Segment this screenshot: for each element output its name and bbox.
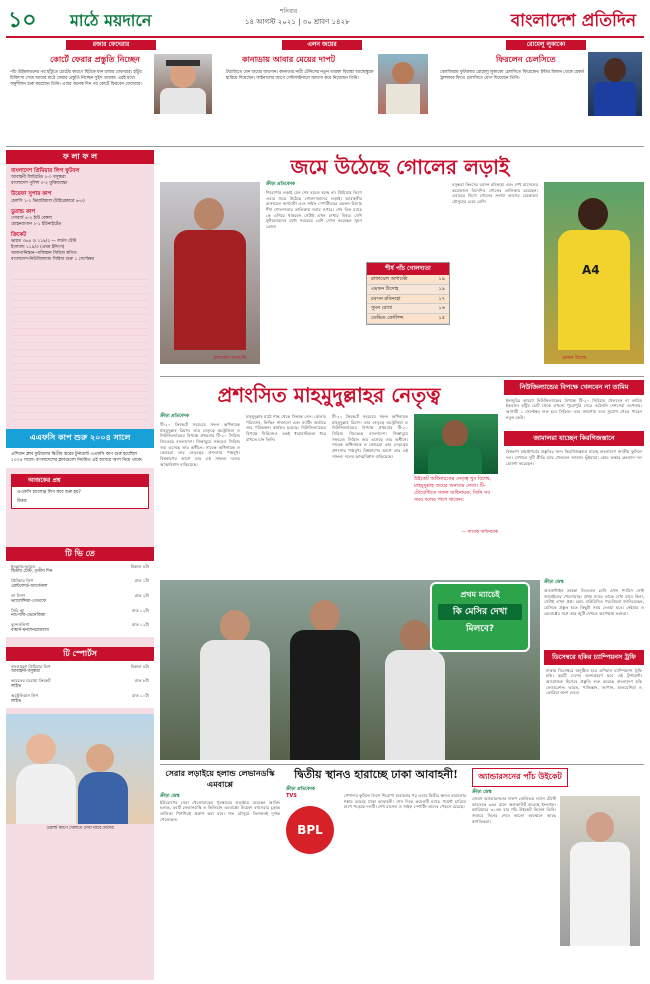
story-head-jamal: জামালরা যাচ্ছেন কিরগিজস্তানে <box>504 431 644 446</box>
lukaku-photo <box>588 52 642 116</box>
banner-line-1: প্রথম ম্যাচেই <box>460 590 500 599</box>
tv-row: বুন্দেসলিগা রাত ১২টা <box>11 622 149 628</box>
augusto-photo <box>160 182 260 364</box>
fixture-header: ফ লা ফ ল <box>6 150 154 164</box>
top-story-lukaku <box>436 40 644 145</box>
player-photo <box>378 54 428 114</box>
caption-right: এমফন উদোহ <box>561 356 587 361</box>
story-headline: ফিরলেন চেলসিতে <box>496 54 556 64</box>
goal-body-2: বসুন্ধরা কিংসের রবসন রবিনহো এবং শেখ রাসেলের কয়েকজন বিদেশিও গোলের তালিকায় রয়েছেন। এবারের লিগে গোলের সংখ্যা আগের যেকোনো মৌসুমের চেয়ে বেশি। <box>452 182 538 205</box>
federer-photo <box>154 54 212 114</box>
group-title: বাংলাদেশ প্রিমিয়ার লিগ ফুটবল <box>11 168 80 174</box>
scorer-row <box>367 295 449 305</box>
mahmudullah-body-col1: টি-২০ ক্রিকেটে সবচেয়ে সফল অধিনায়ক মাহমুদুল্লাহ রিয়াদ। তার নেতৃত্বে অস্ট্রেলিয়া ও নিউজিল্যান্ডের বিপক্ষে প্রথমবার টি-২০ সিরিজ জিতেছে বাংলাদেশ। জিম্বাবুয়ে সফরেও সিরিজ জয় এসেছে তার অধীনে। সাবেক অধিনায়ক ও কোচেরা তার নেতৃত্বের প্রশংসায় পঞ্চমুখ। বিশ্বকাপের আগে তার এই সাফল্য দলের আত্মবিশ্বাস বাড়িয়েছে। <box>160 422 240 467</box>
mahmudullah-quote: উইকেট অধিনায়কের নেতৃত্ব খুব বিশেষ, মাহমুদুল্লাহ জয়ের অন্যতম নেতা। টি-টোয়েন্টিতে সফল অধিনায়ক, তিনি সব সময় দলের পাশে থাকেন। <box>414 476 492 503</box>
abahani-headline: দ্বিতীয় স্থানও হারাচ্ছে ঢাকা আবাহনী! <box>294 768 458 781</box>
bottom-story-awards <box>160 768 280 980</box>
tennis-caption: ওয়ার্ল্ড কাপে খেলতে দেখা যাবে তাদের <box>46 825 114 831</box>
result-line: আফগানিস্তান-পাকিস্তান সিরিজ স্থগিত <box>11 251 77 257</box>
divider <box>6 146 644 147</box>
page-number: ১০ <box>8 8 37 33</box>
banner-line-2: কি মেসির দেখা <box>438 604 522 620</box>
sidebar <box>6 150 154 980</box>
story-body: বেলজিয়াম ফুটবলার রোমেলু লুকাকো চেলসিতে ফিরেছেন। ইন্টার মিলান থেকে রেকর্ড ট্রান্সফার ফিতে চেলসিতে যোগ দিয়েছেন তিনি। <box>440 70 585 81</box>
quiz-box <box>11 474 149 509</box>
top-story-canada <box>222 40 430 145</box>
tv-schedule <box>6 561 154 637</box>
goal-headline: জমে উঠেছে গোলের লড়াই <box>290 155 510 179</box>
table-title: শীর্ষ পাঁচ গোলদাতা <box>367 263 449 275</box>
group-title: ডুরান্ড কাপ <box>11 208 36 215</box>
udoh-photo: A4 <box>544 182 644 364</box>
scorer-name: ডেভিড কোলিন্স <box>371 315 404 322</box>
result-line: চেলসি ১-১ ভিয়ারিয়াল (টাইব্রেকারে ৬-৫) <box>11 198 85 204</box>
scorer-row <box>367 285 449 295</box>
tv-row: সিরি আ রাত ১২টা <box>11 607 149 613</box>
cup-header: এএফসি কাপ শুরু ২০০৪ সালে <box>6 429 154 448</box>
group-title: উয়েফা সুপার কাপ <box>11 191 52 198</box>
goal-body: শিরোপার লড়াই যেন শেষ হয়েও হচ্ছে না। প্রিমিয়ার লিগে এবার জমে উঠেছে গোলদাতাদের লড়াই। আবাহনীর রাফায়েল অগাস্টো এবং সাইফ স্পোর্টিংয়ের এমফন উদোহ শীর্ষ গোলদাতার তালিকায় সবার ওপরে। শেষ তিন ম্যাচে কে এগিয়ে থাকবেন সেটাই এখন দেখার বিষয়। দেশি ফুটবলারদের মধ্যে সবচেয়ে বেশি গোল করেছেন সুমন রেজা। <box>266 190 362 230</box>
abahani-byline: ক্রীড়া প্রতিবেদক <box>286 786 315 792</box>
result-line: মোহনবাগান ২-১ ইউনাইটেড <box>11 222 62 228</box>
bottom-story-abahani <box>286 768 466 980</box>
sports-schedule <box>6 661 154 708</box>
tv-row: প্রিমিয়ার লিগ রাত ১টা <box>11 578 149 584</box>
divider <box>160 764 644 765</box>
results-block <box>6 164 154 267</box>
result-line: আবাহনী লিমিটেড ২-০ বসুন্ধরা <box>11 175 66 181</box>
story-tag: এলন জয়ের <box>282 40 362 50</box>
brand-logo: বাংলাদেশ প্রতিদিন <box>510 11 636 31</box>
story-body-tamim: ইনজুরির কারণে নিউজিল্যান্ডের বিপক্ষে টি-২০ সিরিজে খেলবেন না তামিম ইকবাল। হাঁটুর চোট থেকে এখনো পুরোপুরি সেরে ওঠেননি দেশসেরা ওপেনার। আগামী ১ সেপ্টেম্বর শুরু হবে সিরিজ। তার জায়গায় দলে সুযোগ পেতে পারেন নতুন কেউ। <box>506 397 642 420</box>
anderson-body: জেমস অ্যান্ডারসনের দারুণ বোলিংয়ে লর্ডস টেস্টে ভারতকে ৩৬৪ রানে অলআউট করেছে ইংল্যান্ড। ক্যারিয়ারে ৩১তম বার পাঁচ উইকেট নিলেন তিনি। জবাবে দিনের শেষে ভালো অবস্থানে আছে স্বাগতিকরা। <box>472 795 556 824</box>
sports-row: বাংলাদেশ প্রিমিয়ার লিগ বিকাল ৪টা <box>11 663 149 669</box>
mahmudullah-byline: ক্রীড়া প্রতিবেদক <box>160 414 189 419</box>
awards-headline: সেরার লড়াইয়ে হলান্ড লেভানডস্কি এমবাপ্পে <box>165 768 275 789</box>
divider <box>160 376 644 377</box>
quiz-answer: উত্তর: <box>17 498 28 504</box>
scorer-row <box>367 314 449 324</box>
result-line: ভারত ৩৬৪ ও ১১৯/২ — লর্ডস টেস্ট <box>11 239 77 245</box>
sports-row: ভারতের ঘরোয়া ক্রিকেট রাত ৮টা <box>11 678 149 684</box>
page-name: মাঠে ময়দানে <box>70 11 152 30</box>
tv-row-detail: ব্রেন্টফোর্ড-আর্সেনাল <box>11 584 48 590</box>
mahmudullah-body-col2: মাহমুদুল্লাহ মাঠে শান্ত থেকে সিদ্ধান্ত নেন। বোলার পরিবর্তন, ফিল্ডিং সাজানো এবং ব্যাটিং অর্ডারে তার পরিকল্পনা কার্যকর হয়েছে। নিউজিল্যান্ডের বিপক্ষে সিরিজেও একই ধারাবাহিকতা ধরে রাখতে চান তিনি। <box>246 414 326 442</box>
anderson-headline: অ্যান্ডারসনের পাঁচ উইকেট <box>472 768 568 787</box>
quiz-header: আজকের প্রশ্ন <box>12 475 148 487</box>
group-title: ক্রিকেট <box>11 231 27 238</box>
caption-left: রাফায়েল অগাস্টো <box>213 356 247 361</box>
awards-body: ইউরোপের সেরা খেলোয়াড়ের পুরস্কারের লড়াইয়ে রয়েছেন আর্লিং হলান্ড, রবার্ট লেভানডস্কি ও কিলিয়ান এমবাপ্পে। উয়েফা বর্ষসেরার চূড়ান্ত তালিকা শিগগিরই প্রকাশ করা হবে। গত মৌসুমে তিনজনই দুর্দান্ত খেলেছেন। <box>160 799 280 822</box>
right-column <box>504 380 644 576</box>
day-name: শনিবার <box>280 8 298 15</box>
tv-row: ইংল্যান্ড-ভারত বিকাল ৪টা <box>11 563 149 569</box>
messi-banner <box>430 582 530 652</box>
hockey-story <box>544 650 644 760</box>
quiz-question: এএফসি চ্যালেঞ্জ লিগ কবে শুরু হয়? <box>17 489 81 495</box>
mahmudullah-body-col3: টি-২০ ক্রিকেটে সবচেয়ে সফল অধিনায়ক মাহমুদুল্লাহ রিয়াদ। তার নেতৃত্বে অস্ট্রেলিয়া ও নিউজিল্যান্ডের বিপক্ষে প্রথমবার টি-২০ সিরিজ জিতেছে বাংলাদেশ। জিম্বাবুয়ে সফরেও সিরিজ জয় এসেছে তার অধীনে। সাবেক অধিনায়ক ও কোচেরা তার নেতৃত্বের প্রশংসায় পঞ্চমুখ। বিশ্বকাপের আগে তার এই সাফল্য দলের আত্মবিশ্বাস বাড়িয়েছে। <box>332 414 408 459</box>
result-line: বাংলাদেশ-নিউজিল্যান্ড সিরিজ শুরু ১ সেপ্টেম্বর <box>11 257 94 263</box>
story-head-tamim: নিউজিল্যান্ডের বিপক্ষে খেলবেন না তামিম <box>504 380 644 395</box>
tv-row-detail: বায়ার্ন-মনশেনগ্লাডবাখ <box>11 627 49 633</box>
bottom-story-anderson <box>472 768 644 980</box>
result-line: সোবার্স ৪-২ ইস্ট বেঙ্গল <box>11 216 52 222</box>
goal-byline: ক্রীড়া প্রতিবেদক <box>266 182 295 187</box>
date-line: ১৪ আগস্ট ২০২১ | ৩০ শ্রাবণ ১৪২৮ <box>245 18 350 26</box>
banner-line-3: মিলবে? <box>465 623 495 634</box>
top-story-federer <box>6 40 216 145</box>
messi-body: আর্জেন্টাইন তারকা লিওনেল মেসি এখন প্যারিস সেন্ট জার্মেইনের খেলোয়াড়। প্রথম ম্যাচে তাকে দেখা যাবে কিনা, সেটাই এখন প্রশ্ন। কোচ মাউরিসিও পচেত্তিনো জানিয়েছেন, মেসিকে প্রস্তুত হতে কিছুটা সময় দেওয়া হবে। নেইমার ও এমবাপ্পের সঙ্গে তার জুটি দেখতে অপেক্ষায় ভক্তরা। <box>544 588 644 616</box>
story-headline: কোর্টে ফেরার প্রস্তুতি নিচ্ছেন <box>50 54 140 64</box>
messi-byline: ক্রীড়া ডেস্ক <box>544 580 564 585</box>
top-scorers-table <box>366 262 450 325</box>
bpl-logo: TVS BPL <box>286 793 340 863</box>
sports-row-detail: লাইভ <box>11 684 22 690</box>
story-head-hockey: ডিসেম্বরে হকির চ্যাম্পিয়নস ট্রফি <box>544 650 644 665</box>
results-filler <box>11 273 149 423</box>
goal-story <box>160 150 644 375</box>
masthead-rule <box>6 36 644 38</box>
scorer-goals: ১৭ <box>438 295 445 302</box>
story-tag: রোমেলু লুকাকো <box>506 40 586 50</box>
awards-byline: ক্রীড়া ডেস্ক <box>160 793 180 799</box>
cup-body: এশিয়ান ক্লাব ফুটবলের দ্বিতীয় স্তরের টুর্নামেন্ট এএফসি কাপ শুরু হয়েছিল ২০০৪ সালে। বাংলাদেশের ক্লাবগুলো নিয়মিত এই আসরে অংশ নিয়ে থাকে। <box>6 448 154 468</box>
story-tag: রজার ফেদেরার <box>66 40 156 50</box>
story-body-jamal: বিশ্বকাপ বাছাইপর্বের প্রস্তুতির জন্য কিরগিজস্তানে যাচ্ছে বাংলাদেশ জাতীয় ফুটবল দল। সেখানে দুটি প্রীতি ম্যাচ খেলবেন জামাল ভূঁইয়ারা। কোচ অস্কার ব্রুজোন দল ঘোষণা করেছেন। <box>506 449 642 466</box>
scorer-goals: ১৯ <box>438 285 445 292</box>
tv-row: লা লিগা রাত ২টা <box>11 592 149 598</box>
story-body: পাঁচ উইম্বলডনের পর হাঁটুতে চোটের কারণে ছিটকে যান রজার ফেদেরার। হাঁটুর চিকিৎসা শেষে আবার মাঠে ফেরার প্রস্তুতি নিচ্ছেন সুইস তারকা। এরই মধ্যে অনুশীলন শুরু করেছেন তিনি। এবার অনেক দিন পর কোর্টে ফিরবেন ফেদেরার। <box>10 70 142 87</box>
tv-row-detail: ভ্যালেন্সিয়া-গেতাফে <box>11 598 47 604</box>
sports-row-detail: লাইভ <box>11 698 22 704</box>
anderson-byline: ক্রীড়া ডেস্ক <box>472 789 492 795</box>
tv-row-detail: দ্বিতীয় টেস্ট, তৃতীয় দিন <box>11 569 53 575</box>
story-body-hockey: ঢাকায় ডিসেম্বরে অনুষ্ঠিত হবে এশিয়ান চ্যাম্পিয়নস ট্রফি হকি। ছয়টি দেশের অংশগ্রহণে হবে এই টুর্নামেন্ট। আয়োজক হিসেবে প্রস্তুতি শুরু করেছে বাংলাদেশ হকি ফেডারেশন। ভারত, পাকিস্তান, জাপান, মালয়েশিয়া ও কোরিয়া অংশ নেবে। <box>546 667 642 696</box>
scorer-goals: ১৯ <box>438 276 445 283</box>
abahani-body: পেশাদার ফুটবল লিগে শিরোপা হারানোর পর এবার দ্বিতীয় স্থানও হারানোর শঙ্কায় রয়েছে ঢাকা আবাহনী। শেষ দিকে কয়েকটি ম্যাচে পয়েন্ট হারিয়ে চাপে পড়েছে দলটি। শেখ রাসেল ও সাইফ স্পোর্টিং তাদের পেছনে রয়েছে। <box>344 792 466 810</box>
mahmudullah-headline: প্রশংসিত মাহমুদুল্লাহর নেতৃত্ব <box>217 383 441 407</box>
scorer-goals: ১৬ <box>438 305 445 312</box>
mahmudullah-photo <box>414 414 498 474</box>
anderson-photo <box>560 796 640 946</box>
tv-row-detail: নাপোলি-ভেনেজিয়া <box>11 613 46 619</box>
result-line: বাংলাদেশ পুলিশ ০-২ মুক্তিযোদ্ধা <box>11 181 68 187</box>
scorer-name: সুমন রেজা <box>371 305 393 312</box>
tennis-photo <box>6 714 154 824</box>
quote-source: — সাবেক অধিনায়ক <box>461 530 498 535</box>
scorer-name: রাফায়েল অগাস্টো <box>371 276 408 283</box>
sports-header: টি স্পোর্টস <box>6 647 154 661</box>
result-line: ইংল্যান্ড ১১৯/৩ (প্রথম ইনিংস) <box>11 245 65 251</box>
sports-row-detail: আবাহনী-বসুন্ধরা <box>11 669 41 675</box>
mahmudullah-story <box>160 380 498 580</box>
scorer-name: এমফন উদোহ <box>371 285 399 292</box>
tv-header: টি ভি তে <box>6 547 154 561</box>
story-headline: কানাডায় আবার মেয়ের দাপট <box>242 54 336 64</box>
scorer-name: রবসন রবিনহো <box>371 295 401 302</box>
scorer-goals: ১৫ <box>438 315 445 322</box>
sports-row: অস্ট্রেলিয়ান লিগ রাত ১০টা <box>11 693 149 699</box>
scorer-row <box>367 304 449 314</box>
scorer-row <box>367 275 449 285</box>
story-body: টরন্টোতে যেন জয়ের জয়গান। কানাডার নারী টেনিসের নতুন তারকা বিয়াঙ্কা আন্দ্রেস্কুকে হারিয়ে দিয়েছেন। ফাইনালের আগে সেমিফাইনালে জায়গা করে নিয়েছেন তিনি। <box>226 70 374 81</box>
